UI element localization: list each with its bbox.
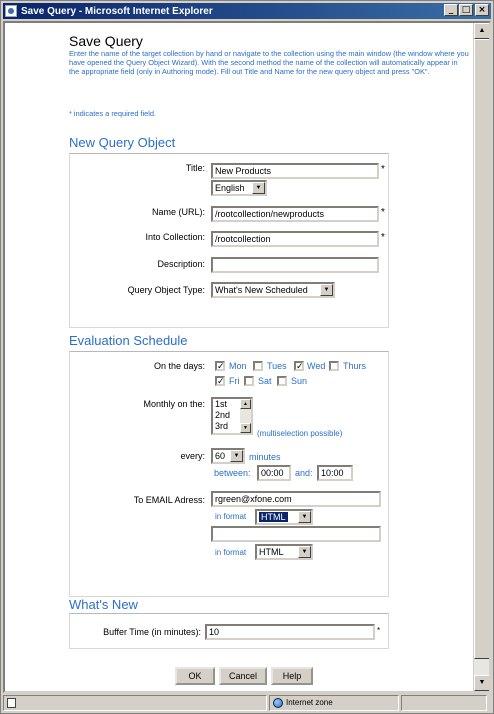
every-label: every: xyxy=(180,451,205,461)
email-label: To EMAIL Adress: xyxy=(133,495,205,505)
help-button[interactable]: Help xyxy=(271,667,313,685)
query-object-type-label: Query Object Type: xyxy=(127,285,205,295)
email-format-select[interactable]: HTML ▼ xyxy=(255,509,313,525)
scroll-down-icon[interactable]: ▼ xyxy=(240,423,251,433)
globe-icon xyxy=(273,698,283,708)
and-label: and: xyxy=(295,468,313,478)
list-item[interactable]: 3rd xyxy=(215,421,229,431)
internet-explorer-icon xyxy=(5,5,17,17)
day-thurs-label: Thurs xyxy=(343,361,367,371)
format-label: in format xyxy=(215,512,247,521)
required-note: * indicates a required field. xyxy=(69,109,157,118)
query-object-type-select[interactable]: What's New Scheduled ▼ xyxy=(211,282,335,298)
between-to-field[interactable]: 10:00 xyxy=(317,465,353,481)
vertical-scrollbar[interactable] xyxy=(473,23,489,691)
monthly-listbox[interactable] xyxy=(211,397,253,435)
day-sat-label: Sat xyxy=(258,376,272,386)
zone-pane xyxy=(269,695,399,711)
evaluation-schedule-heading: Evaluation Schedule xyxy=(69,333,188,348)
chevron-down-icon: ▼ xyxy=(252,182,265,194)
intro-text: Enter the name of the target collection by hand or navigate to the collection using the main window (the window where you have opened the Query Object Wizard). With the second method the name of the collection will automatically appear in the appropriate field (only in Authoring mode). Fill out Title and Name for the new query object and press "OK". xyxy=(69,49,469,76)
cancel-button[interactable]: Cancel xyxy=(219,667,267,685)
email-format-select-2[interactable]: HTML ▼ xyxy=(255,544,313,560)
buffer-time-field[interactable]: 10 xyxy=(205,624,375,640)
day-wed-checkbox[interactable] xyxy=(294,361,304,371)
day-sun-checkbox[interactable] xyxy=(277,376,287,386)
description-label: Description: xyxy=(157,259,205,269)
status-text-pane xyxy=(3,695,267,711)
page-viewport xyxy=(3,21,491,693)
name-label: Name (URL): xyxy=(151,207,205,217)
chevron-down-icon: ▼ xyxy=(298,511,311,523)
email-field-2[interactable] xyxy=(211,526,381,542)
ok-button[interactable]: OK xyxy=(175,667,215,685)
required-mark: * xyxy=(381,207,385,218)
chevron-down-icon: ▼ xyxy=(298,546,311,558)
chevron-down-icon: ▼ xyxy=(230,450,243,462)
new-query-object-heading: New Query Object xyxy=(69,135,176,150)
day-mon-label: Mon xyxy=(229,361,247,371)
day-fri-checkbox[interactable] xyxy=(215,376,225,386)
day-wed-label: Wed xyxy=(307,361,326,371)
list-item[interactable]: 1st xyxy=(215,399,228,409)
into-collection-field[interactable]: /rootcollection xyxy=(211,231,379,247)
minimize-button[interactable]: _ xyxy=(444,4,458,16)
required-mark: * xyxy=(381,232,385,243)
save-query-page xyxy=(5,23,475,691)
required-mark: * xyxy=(377,626,381,635)
chevron-down-icon: ▼ xyxy=(320,284,333,296)
day-mon-checkbox[interactable] xyxy=(215,361,225,371)
window-controls xyxy=(443,4,489,16)
monthly-label: Monthly on the: xyxy=(143,399,205,409)
multiselection-note: (multiselection possible) xyxy=(257,429,343,438)
zone-label: Internet zone xyxy=(286,698,333,707)
format-label: in format xyxy=(215,548,247,557)
days-label: On the days: xyxy=(153,361,205,371)
day-sun-label: Sun xyxy=(291,376,308,386)
day-thurs-checkbox[interactable] xyxy=(329,361,339,371)
page-icon xyxy=(7,698,16,708)
scroll-up-icon[interactable]: ▲ xyxy=(240,399,251,409)
title-field[interactable]: New Products xyxy=(211,163,379,179)
scrollbar-thumb[interactable] xyxy=(474,39,490,659)
title-label: Title: xyxy=(185,163,205,173)
whats-new-heading: What's New xyxy=(69,597,138,612)
day-tues-label: Tues xyxy=(267,361,287,371)
list-item[interactable]: 2nd xyxy=(215,410,231,420)
day-fri-label: Fri xyxy=(229,376,240,386)
close-button[interactable]: × xyxy=(475,4,489,16)
email-field[interactable]: rgreen@xfone.com xyxy=(211,491,381,507)
into-collection-label: Into Collection: xyxy=(145,232,205,242)
minutes-label: minutes xyxy=(249,452,281,462)
day-tues-checkbox[interactable] xyxy=(253,361,263,371)
window-title: Save Query - Microsoft Internet Explorer xyxy=(21,5,213,17)
status-extra-pane xyxy=(401,695,487,711)
between-from-field[interactable]: 00:00 xyxy=(257,465,291,481)
every-minutes-select[interactable]: 60 ▼ xyxy=(211,448,245,464)
language-select[interactable]: English ▼ xyxy=(211,180,267,196)
description-field[interactable] xyxy=(211,257,379,273)
scroll-down-icon[interactable]: ▼ xyxy=(474,675,490,691)
status-bar xyxy=(3,695,491,711)
name-url-field[interactable]: /rootcollection/newproducts xyxy=(211,206,379,222)
title-bar[interactable] xyxy=(3,3,491,19)
between-label: between: xyxy=(214,468,251,478)
page-title: Save Query xyxy=(69,33,143,49)
day-sat-checkbox[interactable] xyxy=(244,376,254,386)
listbox-scrollbar[interactable] xyxy=(240,399,251,433)
buffer-time-label: Buffer Time (in minutes): xyxy=(103,627,201,637)
maximize-button[interactable]: □ xyxy=(459,4,473,16)
scroll-up-icon[interactable]: ▲ xyxy=(474,23,490,39)
required-mark: * xyxy=(381,164,385,175)
